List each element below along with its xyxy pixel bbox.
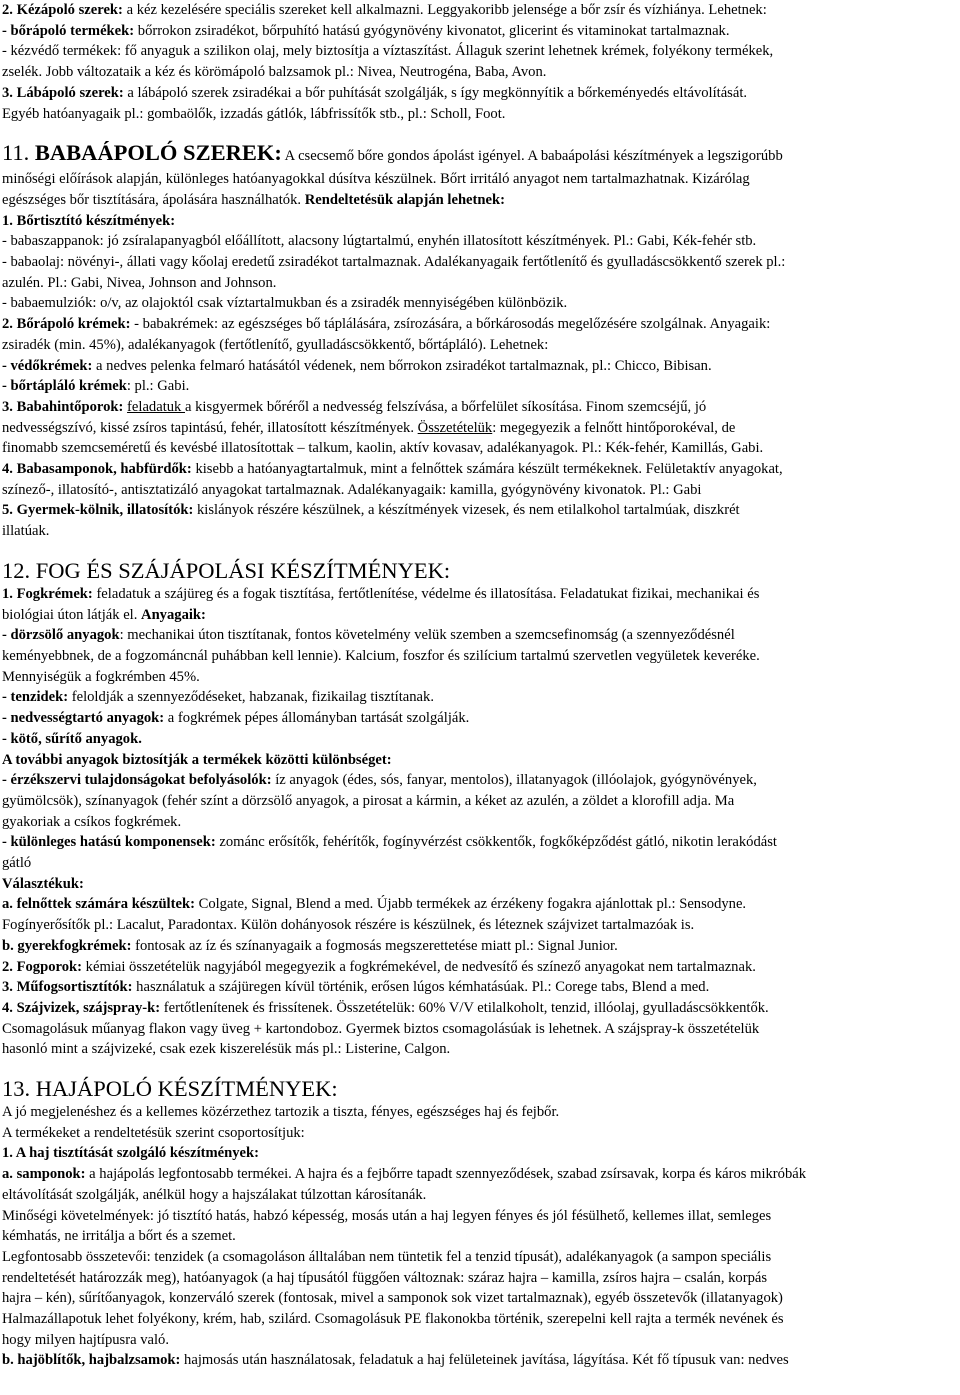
text-line (2, 1206, 958, 1227)
text-span: fertőtlenítenek és frissítenek. Összetételük: 60% V/V etilalkoholt, tenzid, illóolaj, gyulladáscsökkentők. (160, 999, 769, 1016)
text-span: biológiai úton látják el. (2, 606, 142, 623)
text-line (2, 438, 958, 459)
text-line (2, 646, 958, 667)
text-span: eltávolítását szolgálják, anélkül hogy a hajszálakat túlzottan károsítanák. (2, 1186, 427, 1203)
text-line (2, 1226, 958, 1247)
text-span: 11. (2, 140, 35, 166)
bold-text: a. felnőttek számára készültek: (2, 896, 195, 913)
text-span: gátló (2, 855, 32, 872)
text-line (2, 190, 958, 211)
text-span: a kéz kezelésére speciális szereket kell alkalmazni. Leggyakoribb jelensége a bőr zsír és vízhiánya. Lehetnek: (122, 2, 767, 18)
text-span: a nedves pelenka felmaró hatásától védenek, nem bőrrokon zsiradékot tartalmaznak, pl.: Chicco, Bibisan. (92, 357, 712, 374)
section-gap (2, 124, 958, 140)
text-span: A jó megjelenéshez és a kellemes közérzethez tartozik a tiszta, fényes, egészséges haj és fejbőr. (2, 1104, 560, 1121)
text-line (2, 687, 958, 708)
text-span: A termékeket a rendeltetésük szerint csoportosítjuk: (2, 1124, 305, 1141)
bold-text: 1. Bőrtisztító készítmények: (2, 212, 176, 229)
text-line (2, 62, 958, 83)
bold-text: a. samponok: (2, 1166, 86, 1183)
text-span: Halmazállapotuk lehet folyékony, krém, hab, szilárd. Csomagolásuk PE flakonokba történik, szerepelni kell rajta a termék nevének és (2, 1311, 784, 1328)
bold-text: - érzékszervi tulajdonságokat befolyásolók: (2, 772, 272, 789)
bold-text: Rendeltetésük alapján lehetnek: (304, 191, 505, 208)
text-span: - babaemulziók: o/v, az olajoktól csak víztartalmukban és a zsiradék mennyiségében különbözik. (2, 295, 568, 312)
text-span: használatuk a szájüregen kívül történik, erősen lúgos kémhatásúak. Pl.: Corege tabs, Blend a med. (132, 979, 710, 996)
text-span: hajra – kén), sűrítőanyagok, konzerváló szerek (fontosak, mivel a samponok sok vizet tartalmaznak), egyéb összetevők (illatanyagok) (2, 1290, 783, 1307)
text-line (2, 1019, 958, 1040)
text-span: kislányok részére készülnek, a készítmények vizesek, és nem etilalkohol tartalmúak, diszkrét (193, 502, 740, 519)
text-line (2, 83, 958, 104)
text-span: nedvességszívó, kissé zsíros tapintású, fehér, illatosított készítmények. (2, 419, 418, 436)
text-span: Fogínyerősítők pl.: Lacalut, Paradontax. Külön dohányosok részére is készülnek, és léteznek szájvizet tartalmazóak is. (2, 917, 695, 934)
text-span: feloldják a szennyeződéseket, habzanak, fizikailag tisztítanak. (68, 689, 434, 706)
text-line (2, 21, 958, 42)
text-line (2, 770, 958, 791)
text-line (2, 169, 958, 190)
text-line (2, 812, 958, 833)
bold-text: b. gyerekfogkrémek: (2, 937, 132, 954)
bold-text: - dörzsölő anyagok (2, 627, 120, 644)
text-line (2, 1268, 958, 1289)
bold-text: - bőrápoló termékek: (2, 22, 135, 39)
text-line (2, 0, 958, 21)
bold-text: - nedvességtartó anyagok: (2, 710, 165, 727)
text-line (2, 273, 958, 294)
text-span: kémhatás, ne irritálja a bőrt és a szemet. (2, 1228, 236, 1245)
bold-text: 1. Fogkrémek: (2, 585, 93, 602)
text-line (2, 750, 958, 771)
text-line (2, 376, 958, 397)
section-heading (2, 1076, 958, 1102)
section-gap (2, 542, 958, 558)
bold-text: Választékuk: (2, 875, 84, 892)
text-line (2, 211, 958, 232)
text-span: kémiai összetételük nagyjából megegyezik a fogkrémekével, de nedvesítő és színező anyagokat nem tartalmaznak. (82, 958, 756, 975)
text-line (2, 708, 958, 729)
text-span: Colgate, Signal, Blend a med. Újabb termékek az érzékeny fogakra ajánlottak pl.: Sensodyne. (194, 896, 747, 913)
text-line (2, 936, 958, 957)
bold-text: 5. Gyermek-kölnik, illatosítók: (2, 502, 194, 519)
bold-text: - különleges hatású komponensek: (2, 834, 216, 851)
bold-text: 3. Babahintőporok: (2, 398, 124, 415)
bold-text: - bőrtápláló krémek (2, 378, 127, 395)
text-line (2, 832, 958, 853)
text-span: a kisgyermek bőréről a nedvesség felszívása, a bőrfelület síkosítása. Finom szemcséjű, jó (185, 398, 707, 415)
bold-text: 3. Műfogsortisztítók: (2, 979, 133, 996)
bold-text: 2. Fogporok: (2, 958, 83, 975)
text-span: Csomagolásuk műanyag flakon vagy üveg + kartondoboz. Gyermek biztos csomagolásúak is lehetnek. A szájspray-k összetételük (2, 1020, 760, 1037)
text-line (2, 1164, 958, 1185)
text-span: hogy milyen hajtípusra való. (2, 1331, 169, 1348)
text-span: zománc erősítők, fehérítők, fogínyvérzést csökkentők, fogkőképződést gátló, nikotin lerakódást (215, 834, 777, 851)
text-line (2, 874, 958, 895)
text-line (2, 1247, 958, 1268)
text-span: : megegyezik a felnőtt hintőporokéval, de (492, 419, 736, 436)
text-line (2, 894, 958, 915)
text-line (2, 1185, 958, 1206)
text-span: keményebbnek, de a fogzománcnál puhábban kell lennie). Kalcium, foszfor és szilícium tartalmú szervetlen vegyületek keveréke. (2, 647, 760, 664)
bold-text: - tenzidek: (2, 689, 69, 706)
text-line (2, 1350, 958, 1371)
text-span: íz anyagok (édes, sós, fanyar, mentolos), illatanyagok (illóolajok, gyógynövények, (271, 772, 757, 789)
text-span: zsiradék (min. 45%), adalékanyagok (fertőtlenítő, gyulladáscsökkentő, bőrtápláló). Lehetnek: (2, 336, 549, 353)
text-line (2, 1309, 958, 1330)
text-span: 12. FOG ÉS SZÁJÁPOLÁSI KÉSZÍTMÉNYEK: (2, 557, 451, 583)
text-span: Minőségi követelmények: jó tisztító hatás, habzó képesség, mosás után a haj legyen fényes és jól fésülhető, kellemes illat, semleges (2, 1207, 772, 1224)
text-line (2, 998, 958, 1019)
text-line (2, 791, 958, 812)
text-line (2, 480, 958, 501)
text-span: rendeltetését határozzák meg), hatóanyagok (a haj típusától függően változnak: száraz hajra – kamilla, zsíros hajra – csalán, korpás (2, 1269, 768, 1286)
text-line (2, 584, 958, 605)
text-span: A csecsemő bőre gondos ápolást igényel. A babaápolási készítmények a legszigorúbb (281, 148, 783, 165)
text-line (2, 397, 958, 418)
bold-text: Anyagaik: (141, 606, 206, 623)
text-span: zselék. Jobb változataik a kéz és körömápoló balzsamok pl.: Nivea, Neutrogéna, Baba, Avon. (2, 64, 547, 81)
text-line (2, 667, 958, 688)
bold-text: 1. A haj tisztítását szolgáló készítmények: (2, 1145, 259, 1162)
text-span: kisebb a hatóanyagtartalmuk, mint a felnőttek számára készült termékeknek. Felületaktív anyagokat, (191, 461, 783, 478)
text-line (2, 335, 958, 356)
text-span: : mechanikai úton tisztítanak, fontos követelmény velük szemben a szemcsefinomság (a szennyeződésnél (119, 627, 735, 644)
text-line (2, 605, 958, 626)
text-line (2, 314, 958, 335)
bold-text: BABAÁPOLÓ SZEREK: (34, 140, 282, 166)
text-line (2, 1143, 958, 1164)
text-line (2, 459, 958, 480)
text-span: - babakrémek: az egészséges bő táplálására, zsírozására, a bőrkárosodás megelőzésére szolgálnak. Anyagaik: (130, 316, 771, 333)
text-span: Egyéb hatóanyagaik pl.: gombaölők, izzadás gátlók, lábfrissítők stb., pl.: Scholl, Foot. (2, 105, 506, 122)
text-span: a hajápolás legfontosabb termékei. A hajra és a fejbőrre tapadt szennyeződések, szabad zsírsavak, korpa és káros mikróbák (85, 1166, 807, 1183)
text-span: Legfontosabb összetevői: tenzidek (a csomagoláson álltalában nem tüntetik fel a tenzid típusát), adalékanyagok (a sampon speciális (2, 1248, 772, 1265)
bold-text: 2. Bőrápoló krémek: (2, 316, 131, 333)
text-span: hasonló mint a szájvizeké, csak ezek kiszerelésük más pl.: Listerine, Calgon. (2, 1041, 451, 1058)
text-span: illatúak. (2, 523, 50, 540)
text-span: gyakoriak a csíkos fogkrémek. (2, 813, 182, 830)
text-line (2, 1330, 958, 1351)
text-span: Összetételük (417, 419, 493, 436)
bold-text: A további anyagok biztosítják a termékek közötti különbséget: (2, 751, 392, 768)
text-line (2, 729, 958, 750)
text-span: Mennyiségük a fogkrémben 45%. (2, 668, 200, 685)
text-span: 13. HAJÁPOLÓ KÉSZÍTMÉNYEK: (2, 1076, 338, 1102)
text-line (2, 625, 958, 646)
text-span: fontosak az íz és színanyagaik a fogmosás megszerettetése miatt pl.: Signal Junior. (131, 937, 618, 954)
text-line (2, 41, 958, 62)
text-line (2, 521, 958, 542)
text-line (2, 915, 958, 936)
bold-text: 3. Lábápoló szerek: (2, 84, 124, 101)
section-heading (2, 140, 958, 169)
bold-text: 2. Kézápoló szerek: (2, 2, 123, 18)
text-line (2, 853, 958, 874)
section-heading (2, 558, 958, 584)
text-line (2, 500, 958, 521)
text-span: minőségi előírások alapján, különleges hatóanyagokkal dúsítva készülnek. Bőrt irritáló anyagot nem tartalmazhatnak. Kizárólag (2, 171, 750, 188)
text-span: gyümölcsök), színanyagok (fehér színt a dörzsölő anyagok, a pirosat a kármin, a kéket az azulén, a zöldet a klorofill adja. Ma (2, 792, 735, 809)
text-span: feladatuk a szájüreg és a fogak tisztítása, fertőtlenítése, védelme és illatosítása. Feladatukat fizikai, mechanikai és (92, 585, 760, 602)
text-span: bőrrokon zsiradékot, bőrpuhító hatású gyógynövény kivonatot, glicerint és vitaminokat tartalmaznak. (134, 22, 730, 39)
text-span: azulén. Pl.: Gabi, Nivea, Johnson and Johnson. (2, 274, 277, 291)
text-span: egészséges bőr tisztítására, ápolására használhatók. (2, 191, 305, 208)
text-span: - kézvédő termékek: fő anyaguk a szilikon olaj, mely biztosítja a víztaszítást. Állaguk szerint lehetnek krémek, folyékony termékek, (2, 43, 774, 60)
text-line (2, 418, 958, 439)
text-span: finomabb szemcseméretű és kevésbé illatosítottak – talkum, kaolin, aktív kovasav, adalékanyagok. Pl.: Kék-fehér, Kamillás, Gabi. (2, 440, 764, 457)
section-gap (2, 1060, 958, 1076)
text-span: hajmosás után használatosak, feladatuk a haj felületeinek javítása, lágyítása. Két fő típusuk van: nedves (180, 1352, 789, 1369)
text-line (2, 1102, 958, 1123)
bold-text: b. hajöblítők, hajbalzsamok: (2, 1352, 181, 1369)
bold-text: 4. Szájvizek, szájspray-k: (2, 999, 161, 1016)
text-line (2, 293, 958, 314)
text-span: feladatuk (127, 398, 185, 415)
text-line (2, 252, 958, 273)
text-span: : pl.: Gabi. (126, 378, 190, 395)
text-line (2, 977, 958, 998)
text-line (2, 356, 958, 377)
bold-text: 4. Babasamponok, habfürdők: (2, 461, 192, 478)
text-span: a lábápoló szerek zsiradékai a bőr puhítását szolgálják, s így megkönnyítik a bőrkeményedés eltávolítását. (123, 84, 748, 101)
text-span: színező-, illatosító-, antisztatizáló anyagokat tartalmaznak. Adalékanyagaik: kamilla, gyógynövény kivonatok. Pl.: Gabi (2, 481, 702, 498)
text-span: a fogkrémek pépes állományban tartását szolgálják. (164, 710, 470, 727)
text-span: - babaolaj: növényi-, állati vagy kőolaj eredetű zsiradékot tartalmaznak. Adalékanyagaik fertőtlenítő és gyulladáscsökkentő szerek pl.: (2, 254, 786, 271)
text-line (2, 1288, 958, 1309)
text-line (2, 1039, 958, 1060)
text-line (2, 104, 958, 125)
text-line (2, 231, 958, 252)
text-span: - babaszappanok: jó zsíralapanyagból előállított, alacsony lúgtartalmú, enyhén illatosított készítmények. Pl.: Gabi, Kék-fehér stb. (2, 233, 757, 250)
bold-text: - védőkrémek: (2, 357, 93, 374)
bold-text: - kötő, sűrítő anyagok. (2, 730, 142, 747)
text-line (2, 957, 958, 978)
text-line (2, 1123, 958, 1144)
